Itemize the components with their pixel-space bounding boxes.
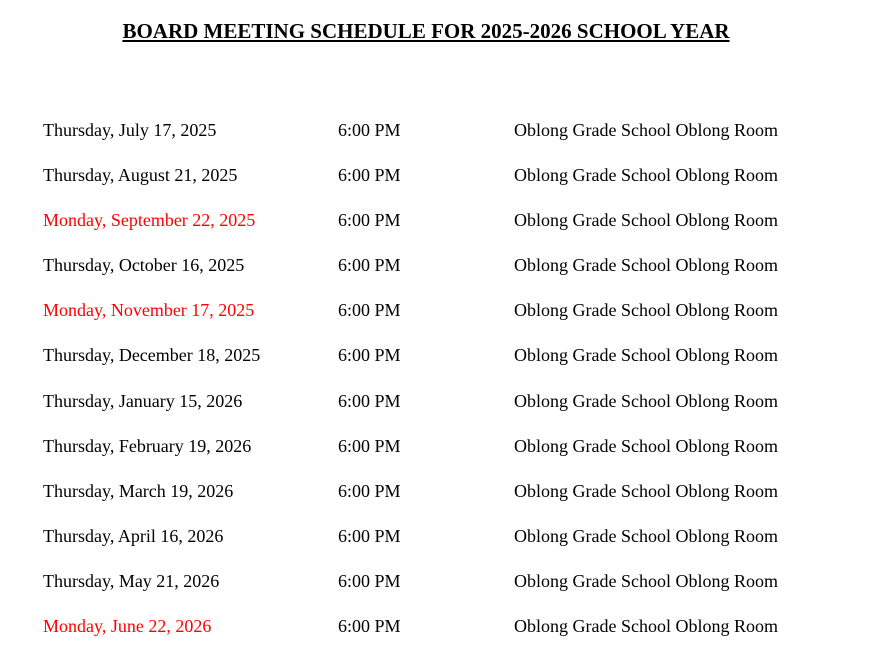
page-title: BOARD MEETING SCHEDULE FOR 2025-2026 SCHOOL YEAR [122, 19, 730, 43]
meeting-date: Thursday, October 16, 2025 [43, 255, 245, 276]
meeting-location: Oblong Grade School Oblong Room [514, 255, 778, 276]
meeting-row [0, 161, 870, 206]
meeting-row [0, 296, 870, 341]
meeting-location: Oblong Grade School Oblong Room [514, 345, 778, 366]
meeting-location: Oblong Grade School Oblong Room [514, 390, 778, 411]
meeting-time: 6:00 PM [338, 345, 401, 366]
meeting-location: Oblong Grade School Oblong Room [514, 525, 778, 546]
meeting-date: Thursday, February 19, 2026 [43, 435, 252, 456]
meeting-location: Oblong Grade School Oblong Room [514, 616, 778, 637]
meeting-location: Oblong Grade School Oblong Room [514, 165, 778, 186]
meeting-time: 6:00 PM [338, 435, 401, 456]
meeting-time: 6:00 PM [338, 480, 401, 501]
meeting-location: Oblong Grade School Oblong Room [514, 120, 778, 140]
meeting-schedule [0, 116, 870, 657]
meeting-time: 6:00 PM [338, 255, 401, 276]
meeting-location: Oblong Grade School Oblong Room [514, 210, 778, 231]
meeting-date: Thursday, April 16, 2026 [43, 525, 224, 546]
meeting-row [0, 567, 870, 612]
meeting-row [0, 522, 870, 567]
meeting-row [0, 206, 870, 251]
meeting-date: Thursday, March 19, 2026 [43, 480, 234, 501]
meeting-location: Oblong Grade School Oblong Room [514, 435, 778, 456]
meeting-date: Thursday, January 15, 2026 [43, 390, 243, 411]
meeting-time: 6:00 PM [338, 390, 401, 411]
meeting-location: Oblong Grade School Oblong Room [514, 480, 778, 501]
meeting-time: 6:00 PM [338, 120, 401, 140]
meeting-time: 6:00 PM [338, 570, 401, 591]
meeting-time: 6:00 PM [338, 165, 401, 186]
meeting-time: 6:00 PM [338, 616, 401, 637]
meeting-date: Thursday, August 21, 2025 [43, 165, 238, 186]
meeting-date: Monday, September 22, 2025 [43, 210, 256, 231]
meeting-time: 6:00 PM [338, 300, 401, 321]
meeting-row [0, 432, 870, 477]
meeting-location: Oblong Grade School Oblong Room [514, 570, 778, 591]
meeting-date: Thursday, July 17, 2025 [43, 120, 217, 140]
meeting-date: Thursday, May 21, 2026 [43, 570, 220, 591]
meeting-row [0, 477, 870, 522]
meeting-time: 6:00 PM [338, 525, 401, 546]
meeting-row [0, 116, 870, 161]
meeting-date: Monday, November 17, 2025 [43, 300, 255, 321]
meeting-row [0, 612, 870, 657]
meeting-row [0, 341, 870, 386]
meeting-row [0, 387, 870, 432]
meeting-time: 6:00 PM [338, 210, 401, 231]
meeting-row [0, 251, 870, 296]
meeting-location: Oblong Grade School Oblong Room [514, 300, 778, 321]
meeting-date: Thursday, December 18, 2025 [43, 345, 261, 366]
meeting-date: Monday, June 22, 2026 [43, 616, 212, 637]
